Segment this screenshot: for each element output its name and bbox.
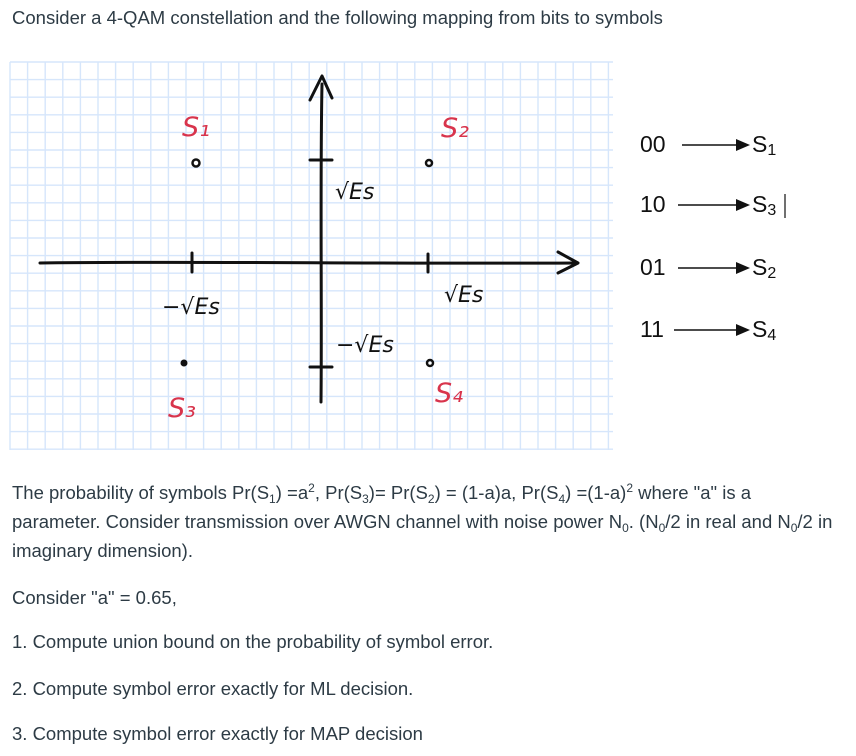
- mapping-bits: 11: [640, 316, 664, 342]
- question-title: Consider a 4-QAM constellation and the following mapping from bits to symbols: [12, 7, 663, 28]
- mapping-index: 2: [767, 265, 777, 282]
- label-s1: S₁: [182, 112, 210, 143]
- label-neg-sqrt-es-real: −√Es: [162, 295, 220, 320]
- label-s3: S₃: [168, 393, 196, 424]
- symbol-point-s3: [181, 360, 188, 367]
- question-item-2: 2. Compute symbol error exactly for ML decision.: [12, 678, 414, 699]
- mapping-bits: 01: [640, 254, 666, 280]
- label-s4: S₄: [435, 378, 463, 409]
- svg-text:S2: [752, 254, 776, 282]
- symbol-point-s4: [427, 360, 433, 366]
- mapping-index: 4: [767, 327, 777, 344]
- a-value-statement: Consider "a" = 0.65,: [12, 587, 177, 608]
- mapping-row: [640, 316, 776, 344]
- mapping-row: [640, 131, 776, 159]
- mapping-symbol: S: [752, 316, 768, 342]
- graph-paper-grid: [10, 62, 613, 450]
- mapping-index: 1: [767, 142, 777, 159]
- symbol-point-s2: [426, 160, 432, 166]
- mapping-bits: 10: [640, 191, 666, 217]
- constellation-figure: [10, 62, 777, 452]
- mapping-bits: 00: [640, 131, 666, 157]
- mapping-symbol: S: [752, 191, 768, 217]
- symbol-point-s1: [193, 160, 200, 167]
- imaginary-axis: [310, 76, 332, 402]
- svg-text:S4: [752, 316, 776, 344]
- bit-mapping-table: [640, 131, 785, 344]
- probability-paragraph: The probability of symbols $Pr(S_1) =a^2$, $Pr(S_3)= Pr(S_2) = (1-a)a$, $Pr(S_4) =(1-a)^2$ where "a" is a parameter. Consider transmission over AWGN channel with noise power $N_0$. ($N_0/2$ in real and $N_0/2$ in imaginary dimension).: [12, 481, 833, 561]
- label-neg-sqrt-es-imag: −√Es: [336, 333, 394, 358]
- mapping-symbol: S: [752, 131, 768, 157]
- svg-text:S1: [752, 131, 776, 159]
- label-sqrt-es-imag: √Es: [335, 180, 375, 205]
- question-item-1: 1. Compute union bound on the probability of symbol error.: [12, 631, 494, 652]
- mapping-row: [640, 191, 785, 219]
- mapping-symbol: S: [752, 254, 768, 280]
- question-item-3: 3. Compute symbol error exactly for MAP decision: [12, 723, 423, 744]
- label-sqrt-es-real: √Es: [444, 283, 484, 308]
- mapping-index: 3: [767, 202, 777, 219]
- svg-text:S3: [752, 191, 776, 219]
- mapping-row: [640, 254, 776, 282]
- label-s2: S₂: [441, 113, 469, 144]
